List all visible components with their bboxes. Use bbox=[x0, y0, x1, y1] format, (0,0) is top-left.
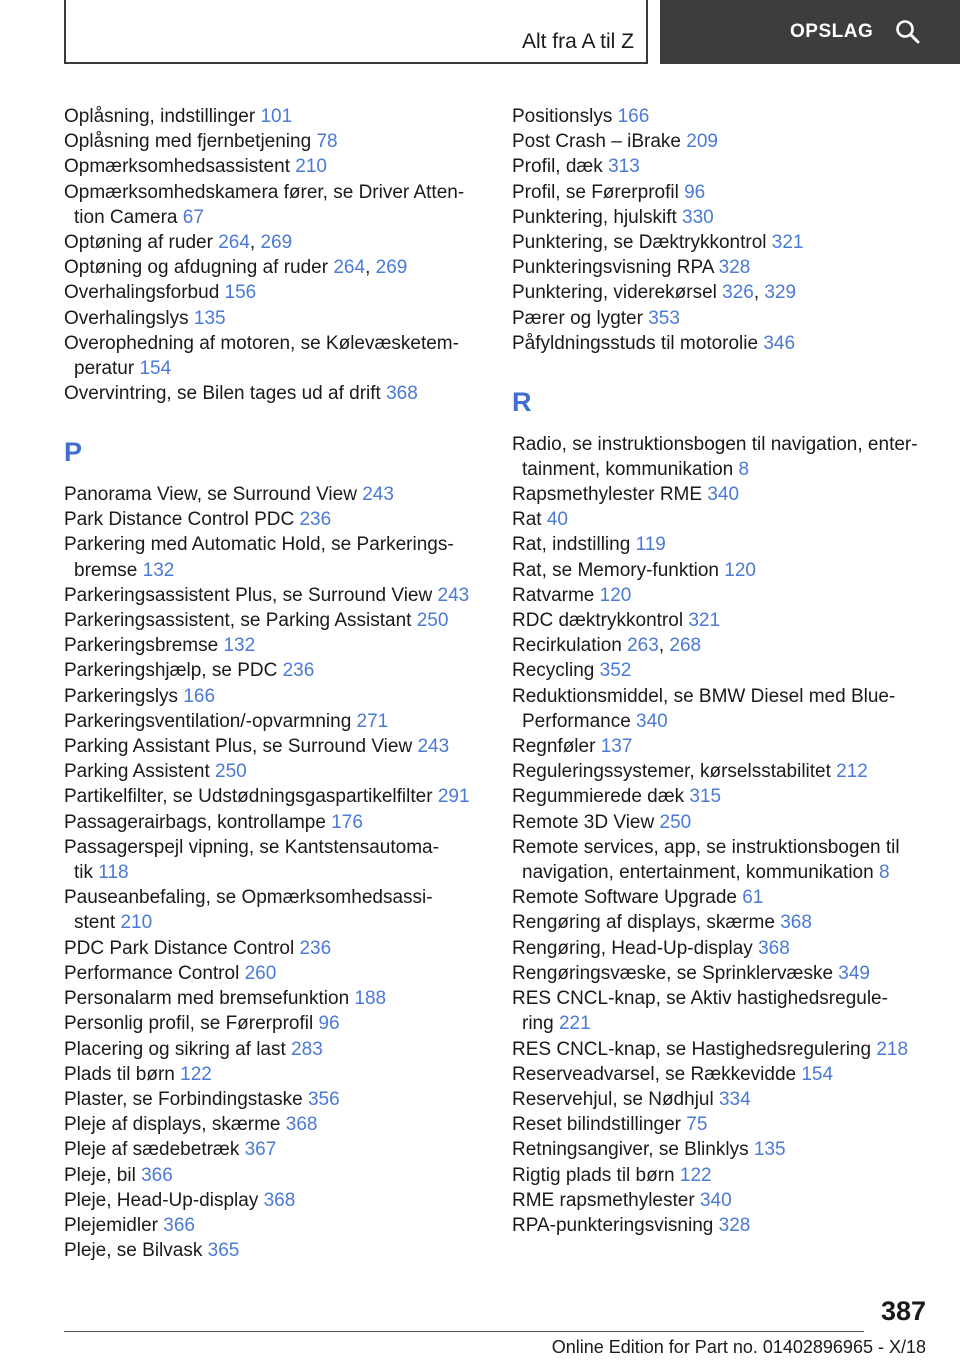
page-link[interactable]: 243 bbox=[362, 484, 394, 506]
page-link[interactable]: 154 bbox=[139, 358, 172, 380]
page-link[interactable]: 166 bbox=[617, 106, 650, 127]
entry-term: Parkeringsassistent Plus, se Surround View bbox=[64, 584, 438, 606]
index-entry bbox=[64, 1137, 484, 1162]
page-link[interactable]: 236 bbox=[282, 660, 315, 682]
entry-term: Park Distance Control PDC bbox=[64, 509, 300, 531]
entry-term: Opmærksomhedsassistent bbox=[64, 156, 296, 178]
entry-term: Radio, se instruktionsbogen til navigation, enter‐ tainment, kommunikation bbox=[512, 433, 918, 480]
entry-term: Parkeringslys bbox=[64, 685, 184, 707]
index-entry bbox=[512, 885, 932, 910]
index-entry bbox=[512, 784, 932, 809]
section-letter: P bbox=[64, 437, 83, 468]
entry-term: Parkeringshjælp, se PDC bbox=[64, 660, 283, 682]
page-link[interactable]: 334 bbox=[718, 1088, 751, 1110]
entry-term: Rat, indstilling bbox=[512, 534, 636, 556]
page-link[interactable]: 368 bbox=[386, 383, 418, 405]
index-entry bbox=[512, 230, 932, 255]
page-link[interactable]: 8 bbox=[878, 862, 890, 884]
page-link[interactable]: 269 bbox=[375, 257, 408, 279]
entry-term: Parkering med Automatic Hold, se Parkerings‐ bremse bbox=[64, 534, 454, 581]
index-entry bbox=[64, 734, 484, 759]
entry-term: Overophedning af motoren, se Kølevæsketem‐ peratur bbox=[64, 332, 459, 380]
index-entry bbox=[512, 734, 932, 759]
entry-term: Parking Assistant Plus, se Surround View bbox=[64, 736, 418, 758]
entry-term: Personalarm med bremsefunktion bbox=[64, 988, 355, 1010]
entry-term: RPA-punkteringsvisning bbox=[512, 1214, 719, 1236]
page-link[interactable]: 119 bbox=[635, 534, 666, 556]
page-link[interactable]: 250 bbox=[416, 610, 449, 632]
index-entry bbox=[64, 1238, 484, 1263]
index-entry bbox=[64, 1112, 484, 1137]
chapter-title: Alt fra A til Z bbox=[521, 30, 634, 53]
entry-term: Pleje, bil bbox=[64, 1164, 142, 1186]
entry-term: Rapsmethylester RME bbox=[512, 484, 708, 506]
page-link[interactable]: 326 bbox=[722, 282, 754, 304]
page-link[interactable]: 368 bbox=[263, 1189, 296, 1211]
page-link[interactable]: 67 bbox=[182, 206, 204, 228]
entry-term: Rengøringsvæske, se Sprinklervæske bbox=[512, 962, 839, 984]
entry-term: Overhalingslys bbox=[64, 307, 194, 329]
page-link[interactable]: 156 bbox=[224, 282, 257, 304]
index-entry bbox=[64, 129, 484, 154]
index-entry bbox=[512, 1213, 932, 1238]
page-link[interactable]: 291 bbox=[437, 786, 470, 808]
index-entry bbox=[512, 331, 932, 356]
entry-term: Punktering, hjulskift bbox=[512, 206, 683, 228]
page-link[interactable]: 96 bbox=[318, 1013, 340, 1035]
entry-term: Positionslys bbox=[512, 106, 618, 127]
index-entry bbox=[64, 381, 484, 406]
index-entry bbox=[64, 759, 484, 784]
index-entry bbox=[64, 104, 484, 129]
index-entry bbox=[64, 961, 484, 986]
index-entry bbox=[64, 306, 484, 331]
entry-term: Parkeringsassistent, se Parking Assistant bbox=[64, 610, 417, 632]
index-entry bbox=[512, 684, 932, 734]
entry-term: Pleje af sædebetræk bbox=[64, 1139, 245, 1161]
entry-term: Retningsangiver, se Blinklys bbox=[512, 1139, 754, 1161]
index-entry: Recirkulation 263, 268 bbox=[512, 635, 702, 657]
entry-term: Overhalingsforbud bbox=[64, 282, 225, 304]
entry-term: Partikelfilter, se Udstødningsgaspartikelfilter bbox=[64, 786, 438, 808]
page-number: 387 bbox=[880, 1296, 926, 1326]
index-entry bbox=[64, 658, 484, 683]
page-link[interactable]: 263 bbox=[627, 635, 659, 657]
entry-term: Parkeringsventilation/-opvarmning bbox=[64, 710, 357, 732]
index-entry bbox=[64, 1087, 484, 1112]
page-link[interactable]: 340 bbox=[636, 710, 668, 732]
index-entry bbox=[64, 608, 484, 633]
page-link[interactable]: 321 bbox=[688, 610, 721, 632]
index-entry bbox=[512, 1062, 932, 1087]
index-entry bbox=[512, 608, 932, 633]
index-entry bbox=[512, 1188, 932, 1213]
page-link[interactable]: 366 bbox=[141, 1164, 173, 1186]
page-link[interactable]: 8 bbox=[738, 458, 750, 480]
index-entry bbox=[64, 885, 484, 935]
entry-term: Placering og sikring af last bbox=[64, 1038, 292, 1060]
page-link[interactable]: 356 bbox=[307, 1088, 340, 1110]
index-entry bbox=[512, 104, 932, 129]
page-link[interactable]: 271 bbox=[356, 710, 389, 732]
index-entry bbox=[512, 1163, 932, 1188]
index-entry bbox=[64, 507, 484, 532]
entry-term: Optøning og afdugning af ruder bbox=[64, 257, 334, 279]
page-link[interactable]: 269 bbox=[260, 232, 293, 254]
index-entry bbox=[64, 280, 484, 305]
entry-term: Reduktionsmiddel, se BMW Diesel med Blue‐ Performance bbox=[512, 685, 896, 732]
page-link[interactable]: 321 bbox=[771, 232, 804, 254]
page-link[interactable]: 329 bbox=[764, 282, 797, 304]
index-entry bbox=[64, 154, 484, 179]
page-link[interactable]: 365 bbox=[207, 1240, 240, 1262]
entry-term: Rat, se Memory-funktion bbox=[512, 559, 725, 581]
entry-term: Remote Software Upgrade bbox=[512, 887, 743, 909]
index-entry bbox=[64, 810, 484, 835]
entry-term: Pleje, se Bilvask bbox=[64, 1240, 208, 1262]
entry-term: Post Crash – iBrake bbox=[512, 131, 687, 153]
page-link[interactable]: 352 bbox=[599, 660, 632, 682]
index-entry bbox=[512, 658, 932, 683]
index-entry bbox=[64, 1062, 484, 1087]
index-entry: Punktering, viderekørsel 326, 329 bbox=[512, 282, 797, 304]
entry-term: Recycling bbox=[512, 660, 600, 682]
section-letter: R bbox=[512, 387, 532, 418]
entry-term: Optøning af ruder bbox=[64, 232, 219, 254]
page-link[interactable]: 101 bbox=[260, 106, 293, 127]
entry-term: Påfyldningsstuds til motorolie bbox=[512, 332, 764, 354]
index-entry bbox=[512, 205, 932, 230]
index-entry bbox=[512, 255, 932, 280]
entry-term: Pleje, Head-Up-display bbox=[64, 1189, 264, 1211]
page-link[interactable]: 118 bbox=[98, 862, 129, 884]
entry-term: Panorama View, se Surround View bbox=[64, 484, 363, 506]
index-entry bbox=[512, 482, 932, 507]
page-link[interactable]: 328 bbox=[718, 257, 751, 279]
index-entry bbox=[64, 482, 484, 507]
entry-term: RDC dæktrykkontrol bbox=[512, 610, 689, 632]
index-entry bbox=[512, 1137, 932, 1162]
entry-term: Plads til børn bbox=[64, 1063, 181, 1085]
entry-term: Remote services, app, se instruktionsbogen til navigation, entertainment, kommunikation bbox=[512, 836, 900, 884]
page-link[interactable]: 353 bbox=[648, 307, 680, 329]
page-link[interactable]: 368 bbox=[285, 1114, 318, 1136]
entry-term: RME rapsmethylester bbox=[512, 1189, 700, 1211]
page-link[interactable]: 120 bbox=[599, 584, 632, 606]
entry-term: Plejemidler bbox=[64, 1214, 164, 1236]
index-entry bbox=[512, 180, 932, 205]
entry-term: Reservehjul, se Nødhjul bbox=[512, 1088, 719, 1110]
index-entry bbox=[64, 684, 484, 709]
index-entry bbox=[512, 810, 932, 835]
index-entry bbox=[512, 129, 932, 154]
page-link[interactable]: 221 bbox=[558, 1013, 591, 1035]
index-entry bbox=[512, 154, 932, 179]
entry-term: Punktering, se Dæktrykkontrol bbox=[512, 232, 772, 254]
index-entry bbox=[64, 583, 484, 608]
entry-term: Overvintring, se Bilen tages ud af drift bbox=[64, 383, 387, 405]
index-entry bbox=[64, 331, 484, 381]
index-entry bbox=[512, 532, 932, 557]
page-link[interactable]: 135 bbox=[753, 1139, 786, 1161]
index-entry bbox=[64, 532, 484, 582]
page-link[interactable]: 122 bbox=[180, 1063, 212, 1085]
index-entry bbox=[64, 784, 484, 809]
page-link[interactable]: 176 bbox=[331, 811, 363, 833]
index-entry bbox=[512, 910, 932, 935]
entry-term: Parking Assistent bbox=[64, 761, 216, 783]
page-link[interactable]: 61 bbox=[742, 887, 764, 909]
page-link[interactable]: 210 bbox=[295, 156, 327, 178]
page-link[interactable]: 340 bbox=[699, 1189, 732, 1211]
page-link[interactable]: 367 bbox=[244, 1139, 277, 1161]
page-link[interactable]: 132 bbox=[223, 635, 256, 657]
entry-term: Rengøring af displays, skærme bbox=[512, 912, 781, 934]
page-link[interactable]: 209 bbox=[686, 131, 718, 153]
index-entry bbox=[512, 936, 932, 961]
index-entry bbox=[64, 835, 484, 885]
entry-term: RES CNCL-knap, se Aktiv hastighedsregule‐ ring bbox=[512, 988, 888, 1035]
page-link[interactable]: 268 bbox=[669, 635, 702, 657]
index-entry bbox=[512, 1037, 932, 1062]
page-link[interactable]: 78 bbox=[316, 131, 338, 153]
page-link[interactable]: 313 bbox=[608, 156, 640, 178]
page-link[interactable]: 346 bbox=[763, 332, 796, 354]
entry-term: Regummierede dæk bbox=[512, 786, 690, 808]
entry-term: Rengøring, Head-Up-display bbox=[512, 937, 759, 959]
page-link[interactable]: 132 bbox=[142, 559, 175, 581]
entry-term: Reguleringssystemer, kørselsstabilitet bbox=[512, 761, 837, 783]
entry-term: Profil, dæk bbox=[512, 156, 609, 178]
footer-divider bbox=[64, 1331, 864, 1332]
index-entry bbox=[64, 709, 484, 734]
entry-term: Pauseanbefaling, se Opmærksomhedsassi‐ stent bbox=[64, 887, 433, 934]
index-entry bbox=[512, 961, 932, 986]
page-link[interactable]: 243 bbox=[417, 736, 450, 758]
index-entry bbox=[64, 1163, 484, 1188]
page-link[interactable]: 210 bbox=[120, 912, 153, 934]
index-entry bbox=[512, 1112, 932, 1137]
index-entry bbox=[64, 180, 484, 230]
entry-term: Reserveadvarsel, se Rækkevidde bbox=[512, 1063, 802, 1085]
page-link[interactable]: 330 bbox=[682, 206, 714, 228]
index-entry: Optøning og afdugning af ruder 264, 269 bbox=[64, 257, 408, 279]
page-link[interactable]: 122 bbox=[679, 1164, 712, 1186]
index-entry bbox=[64, 1037, 484, 1062]
entry-term: Oplåsning med fjernbetjening bbox=[64, 131, 317, 153]
entry-term: Oplåsning, indstillinger bbox=[64, 106, 261, 127]
page-link[interactable]: 283 bbox=[291, 1038, 323, 1060]
entry-term: Regnføler bbox=[512, 736, 601, 758]
page-link[interactable]: 212 bbox=[836, 761, 868, 783]
index-entry bbox=[64, 936, 484, 961]
page-link[interactable]: 264 bbox=[333, 257, 366, 279]
index-entry bbox=[512, 759, 932, 784]
entry-term: Punkteringsvisning RPA bbox=[512, 257, 719, 279]
page-link[interactable]: 368 bbox=[780, 912, 812, 934]
entry-term: Personlig profil, se Førerprofil bbox=[64, 1013, 319, 1035]
page-link[interactable]: 40 bbox=[546, 509, 568, 531]
page-link[interactable]: 236 bbox=[299, 937, 332, 959]
page-link[interactable]: 315 bbox=[689, 786, 722, 808]
index-column-left bbox=[64, 104, 484, 1263]
lookup-label: OPSLAG bbox=[790, 21, 874, 42]
search-icon bbox=[895, 19, 921, 45]
entry-term: Rigtig plads til børn bbox=[512, 1164, 680, 1186]
entry-term: Reset bilindstillinger bbox=[512, 1114, 687, 1136]
index-entry bbox=[64, 633, 484, 658]
page-link[interactable]: 135 bbox=[193, 307, 226, 329]
entry-term: Rat bbox=[512, 509, 547, 531]
entry-term: Performance Control bbox=[64, 962, 245, 984]
entry-term: Passagerspejl vipning, se Kantstensautoma‐ tik bbox=[64, 836, 439, 884]
page-link[interactable]: 328 bbox=[718, 1214, 751, 1236]
entry-term: Remote 3D View bbox=[512, 811, 660, 833]
edition-footer: Online Edition for Part no. 01402896965 - X/18 bbox=[551, 1337, 926, 1357]
entry-term: RES CNCL-knap, se Hastighedsregulering bbox=[512, 1038, 877, 1060]
page-link[interactable]: 340 bbox=[707, 484, 740, 506]
page-link[interactable]: 120 bbox=[724, 559, 756, 581]
page-link[interactable]: 243 bbox=[437, 584, 470, 606]
page-link[interactable]: 260 bbox=[244, 962, 277, 984]
index-entry bbox=[64, 1011, 484, 1036]
entry-term: Plaster, se Forbindingstaske bbox=[64, 1088, 308, 1110]
entry-term: Ratvarme bbox=[512, 584, 600, 606]
index-entry bbox=[512, 1087, 932, 1112]
index-entry bbox=[64, 1213, 484, 1238]
page-link[interactable]: 154 bbox=[801, 1063, 834, 1085]
entry-term: Parkeringsbremse bbox=[64, 635, 224, 657]
entry-term: Profil, se Førerprofil bbox=[512, 181, 685, 203]
page-link[interactable]: 349 bbox=[838, 962, 870, 984]
chapter-header bbox=[64, 0, 648, 64]
page-link[interactable]: 166 bbox=[183, 685, 216, 707]
entry-term: Recirkulation bbox=[512, 635, 628, 657]
page-link[interactable]: 96 bbox=[684, 181, 706, 203]
page-link[interactable]: 250 bbox=[215, 761, 247, 783]
index-entry bbox=[512, 583, 932, 608]
index-entry: Optøning af ruder 264, 269 bbox=[64, 232, 293, 254]
index-entry bbox=[64, 1188, 484, 1213]
page-link[interactable]: 368 bbox=[758, 937, 790, 959]
entry-term: PDC Park Distance Control bbox=[64, 937, 300, 959]
page-link[interactable]: 236 bbox=[299, 509, 332, 531]
index-entry bbox=[512, 306, 932, 331]
index-entry bbox=[512, 986, 932, 1036]
page-link[interactable]: 188 bbox=[354, 988, 387, 1010]
page-link[interactable]: 250 bbox=[659, 811, 692, 833]
index-entry bbox=[64, 986, 484, 1011]
lookup-button[interactable] bbox=[660, 0, 960, 64]
page-link[interactable]: 218 bbox=[876, 1038, 909, 1060]
entry-term: Pleje af displays, skærme bbox=[64, 1114, 286, 1136]
index-entry bbox=[512, 558, 932, 583]
entry-term: Pærer og lygter bbox=[512, 307, 649, 329]
page-link[interactable]: 366 bbox=[163, 1214, 195, 1236]
page-link[interactable]: 75 bbox=[686, 1114, 708, 1136]
page-link[interactable]: 137 bbox=[600, 736, 633, 758]
page-link[interactable]: 264 bbox=[218, 232, 250, 254]
entry-term: Opmærksomhedskamera fører, se Driver Atten‐ tion Camera bbox=[64, 181, 465, 228]
index-entry bbox=[512, 835, 932, 885]
index-column-right bbox=[512, 104, 932, 1238]
index-entry bbox=[512, 507, 932, 532]
entry-term: Passagerairbags, kontrollampe bbox=[64, 811, 332, 833]
index-entry bbox=[512, 432, 932, 482]
entry-term: Punktering, viderekørsel bbox=[512, 282, 723, 304]
